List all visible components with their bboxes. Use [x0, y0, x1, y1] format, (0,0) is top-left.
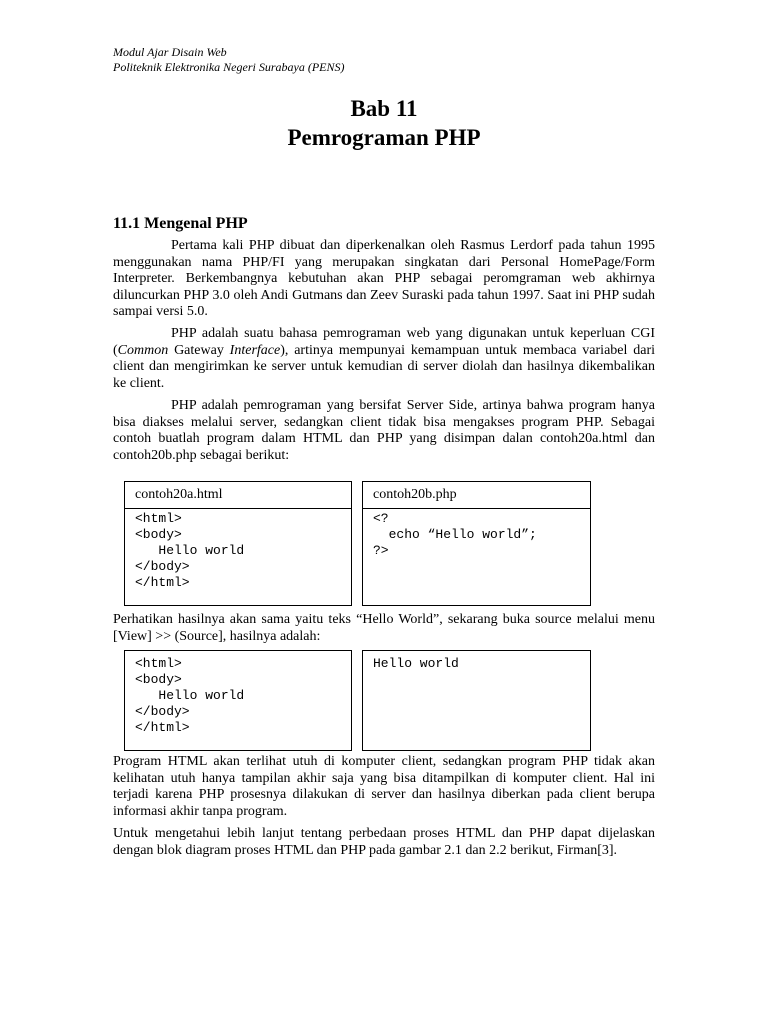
code-listing: <html> <body> Hello world </body> </html> — [135, 656, 245, 735]
paragraph-view-source: Perhatikan hasilnya akan sama yaitu teks “Hello World”, sekarang buka source melalui menu [View] >> (Source], hasilnya adalah: — [113, 612, 655, 644]
code-box-html-file — [124, 481, 352, 606]
text-emphasis: Common — [117, 342, 169, 358]
paragraph-server-side: PHP adalah pemrograman yang bersifat Server Side, artinya bahwa program hanya bisa diakses melalui server, sedangkan client tidak bisa mengakses program PHP. Sebagai contoh buatlah program dalam HTML dan PHP yang disimpan dalan contoh20a.html dan contoh20b.php sebagai berikut: — [113, 398, 655, 463]
chapter-heading — [0, 94, 768, 152]
document-header — [113, 45, 345, 75]
text-span: ), artinya mempunyai kemampuan untuk membaca variabel dari client dan mengirimkan ke server untuk kemudian di server diolah dan hasilnya dikembalikan ke client. — [113, 342, 655, 391]
paragraph-client-view: Program HTML akan terlihat utuh di komputer client, sedangkan program PHP tidak akan kelihatan utuh hanya tampilan akhir saja yang bisa ditampilkan di komputer client. Hal ini terjadi karena PHP prosesnya dilakukan di server dan hasilnya diberkan pada client berupa informasi akhir tanpa program. — [113, 754, 655, 819]
text-span: PHP adalah suatu bahasa pemrograman web yang digunakan untuk keperluan CGI ( — [113, 326, 655, 358]
code-listing: <html> <body> Hello world </body> </html> — [135, 511, 245, 590]
text-span: Gateway — [168, 342, 230, 358]
code-listing: Hello world — [373, 656, 459, 671]
paragraph-php-history: Pertama kali PHP dibuat dan diperkenalkan oleh Rasmus Lerdorf pada tahun 1995 menggunakan nama PHP/FI yang merupakan singkatan dari Personal HomePage/Form Interpreter. Berkembangnya kebutuhan akan PHP sebagai peromgraman web akhirnya diluncurkan PHP 3.0 oleh Andi Gutmans dan Zeev Suraski pada tahun 1997. Saat ini PHP sudah sampai versi 5.0. — [113, 238, 655, 319]
code-box-filename: contoh20b.php — [363, 482, 590, 509]
code-listing: <? echo “Hello world”; ?> — [373, 511, 537, 558]
header-institution: Politeknik Elektronika Negeri Surabaya (PENS) — [113, 60, 345, 74]
text-emphasis: Interface — [229, 342, 281, 358]
code-box-php-output — [362, 650, 591, 751]
chapter-title: Pemrograman PHP — [287, 125, 481, 150]
section-title: 11.1 Mengenal PHP — [113, 215, 248, 232]
header-module-title: Modul Ajar Disain Web — [113, 45, 227, 59]
code-box-php-file — [362, 481, 591, 606]
code-box-filename: contoh20a.html — [125, 482, 351, 509]
paragraph-diagram-reference: Untuk mengetahui lebih lanjut tentang perbedaan proses HTML dan PHP dapat dijelaskan dengan blok diagram proses HTML dan PHP pada gambar 2.1 dan 2.2 berikut, Firman[3]. — [113, 826, 655, 858]
chapter-number: Bab 11 — [350, 96, 418, 121]
paragraph-php-definition — [113, 326, 655, 392]
code-box-html-source — [124, 650, 352, 751]
